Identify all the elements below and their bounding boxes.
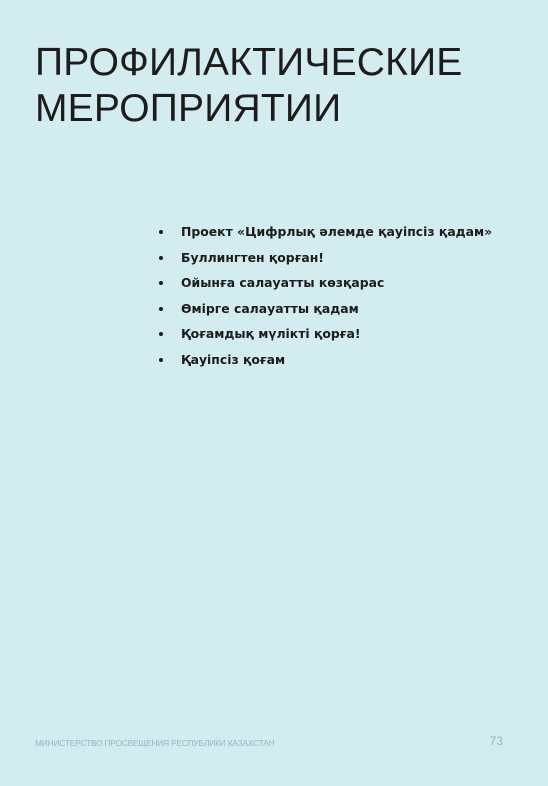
bullet-icon <box>159 230 163 234</box>
list-item-text: Қоғамдық мүлікті қорға! <box>181 326 361 341</box>
bullet-icon <box>159 256 163 260</box>
activities-list <box>159 221 492 374</box>
list-item-text: Өмірге салауатты қадам <box>181 300 359 316</box>
page-number: 73 <box>489 734 503 748</box>
page-title-line-1: ПРОФИЛАКТИЧЕСКИЕ <box>35 41 463 84</box>
list-item-text: Қауіпсіз қоғам <box>181 351 286 367</box>
list-item-text: Проект «Цифрлық әлемде қауіпсіз қадам» <box>181 224 493 239</box>
bullet-icon <box>159 281 163 285</box>
list-item <box>159 349 492 375</box>
bullet-icon <box>159 332 163 336</box>
bullet-icon <box>159 358 163 362</box>
footer-publisher: МИНИСТЕРСТВО ПРОСВЕЩЕНИЯ РЕСПУБЛИКИ КАЗАХСТАН <box>35 738 275 748</box>
list-item <box>159 247 492 273</box>
page-title <box>35 40 463 132</box>
list-item-text: Ойынға салауатты көзқарас <box>181 275 385 290</box>
list-item <box>159 298 492 324</box>
list-item <box>159 323 492 349</box>
list-item-text: Буллингтен қорған! <box>181 249 324 265</box>
bullet-icon <box>159 307 163 311</box>
list-item <box>159 221 492 247</box>
list-item <box>159 272 492 298</box>
page-title-line-2: МЕРОПРИЯТИИ <box>35 87 342 130</box>
